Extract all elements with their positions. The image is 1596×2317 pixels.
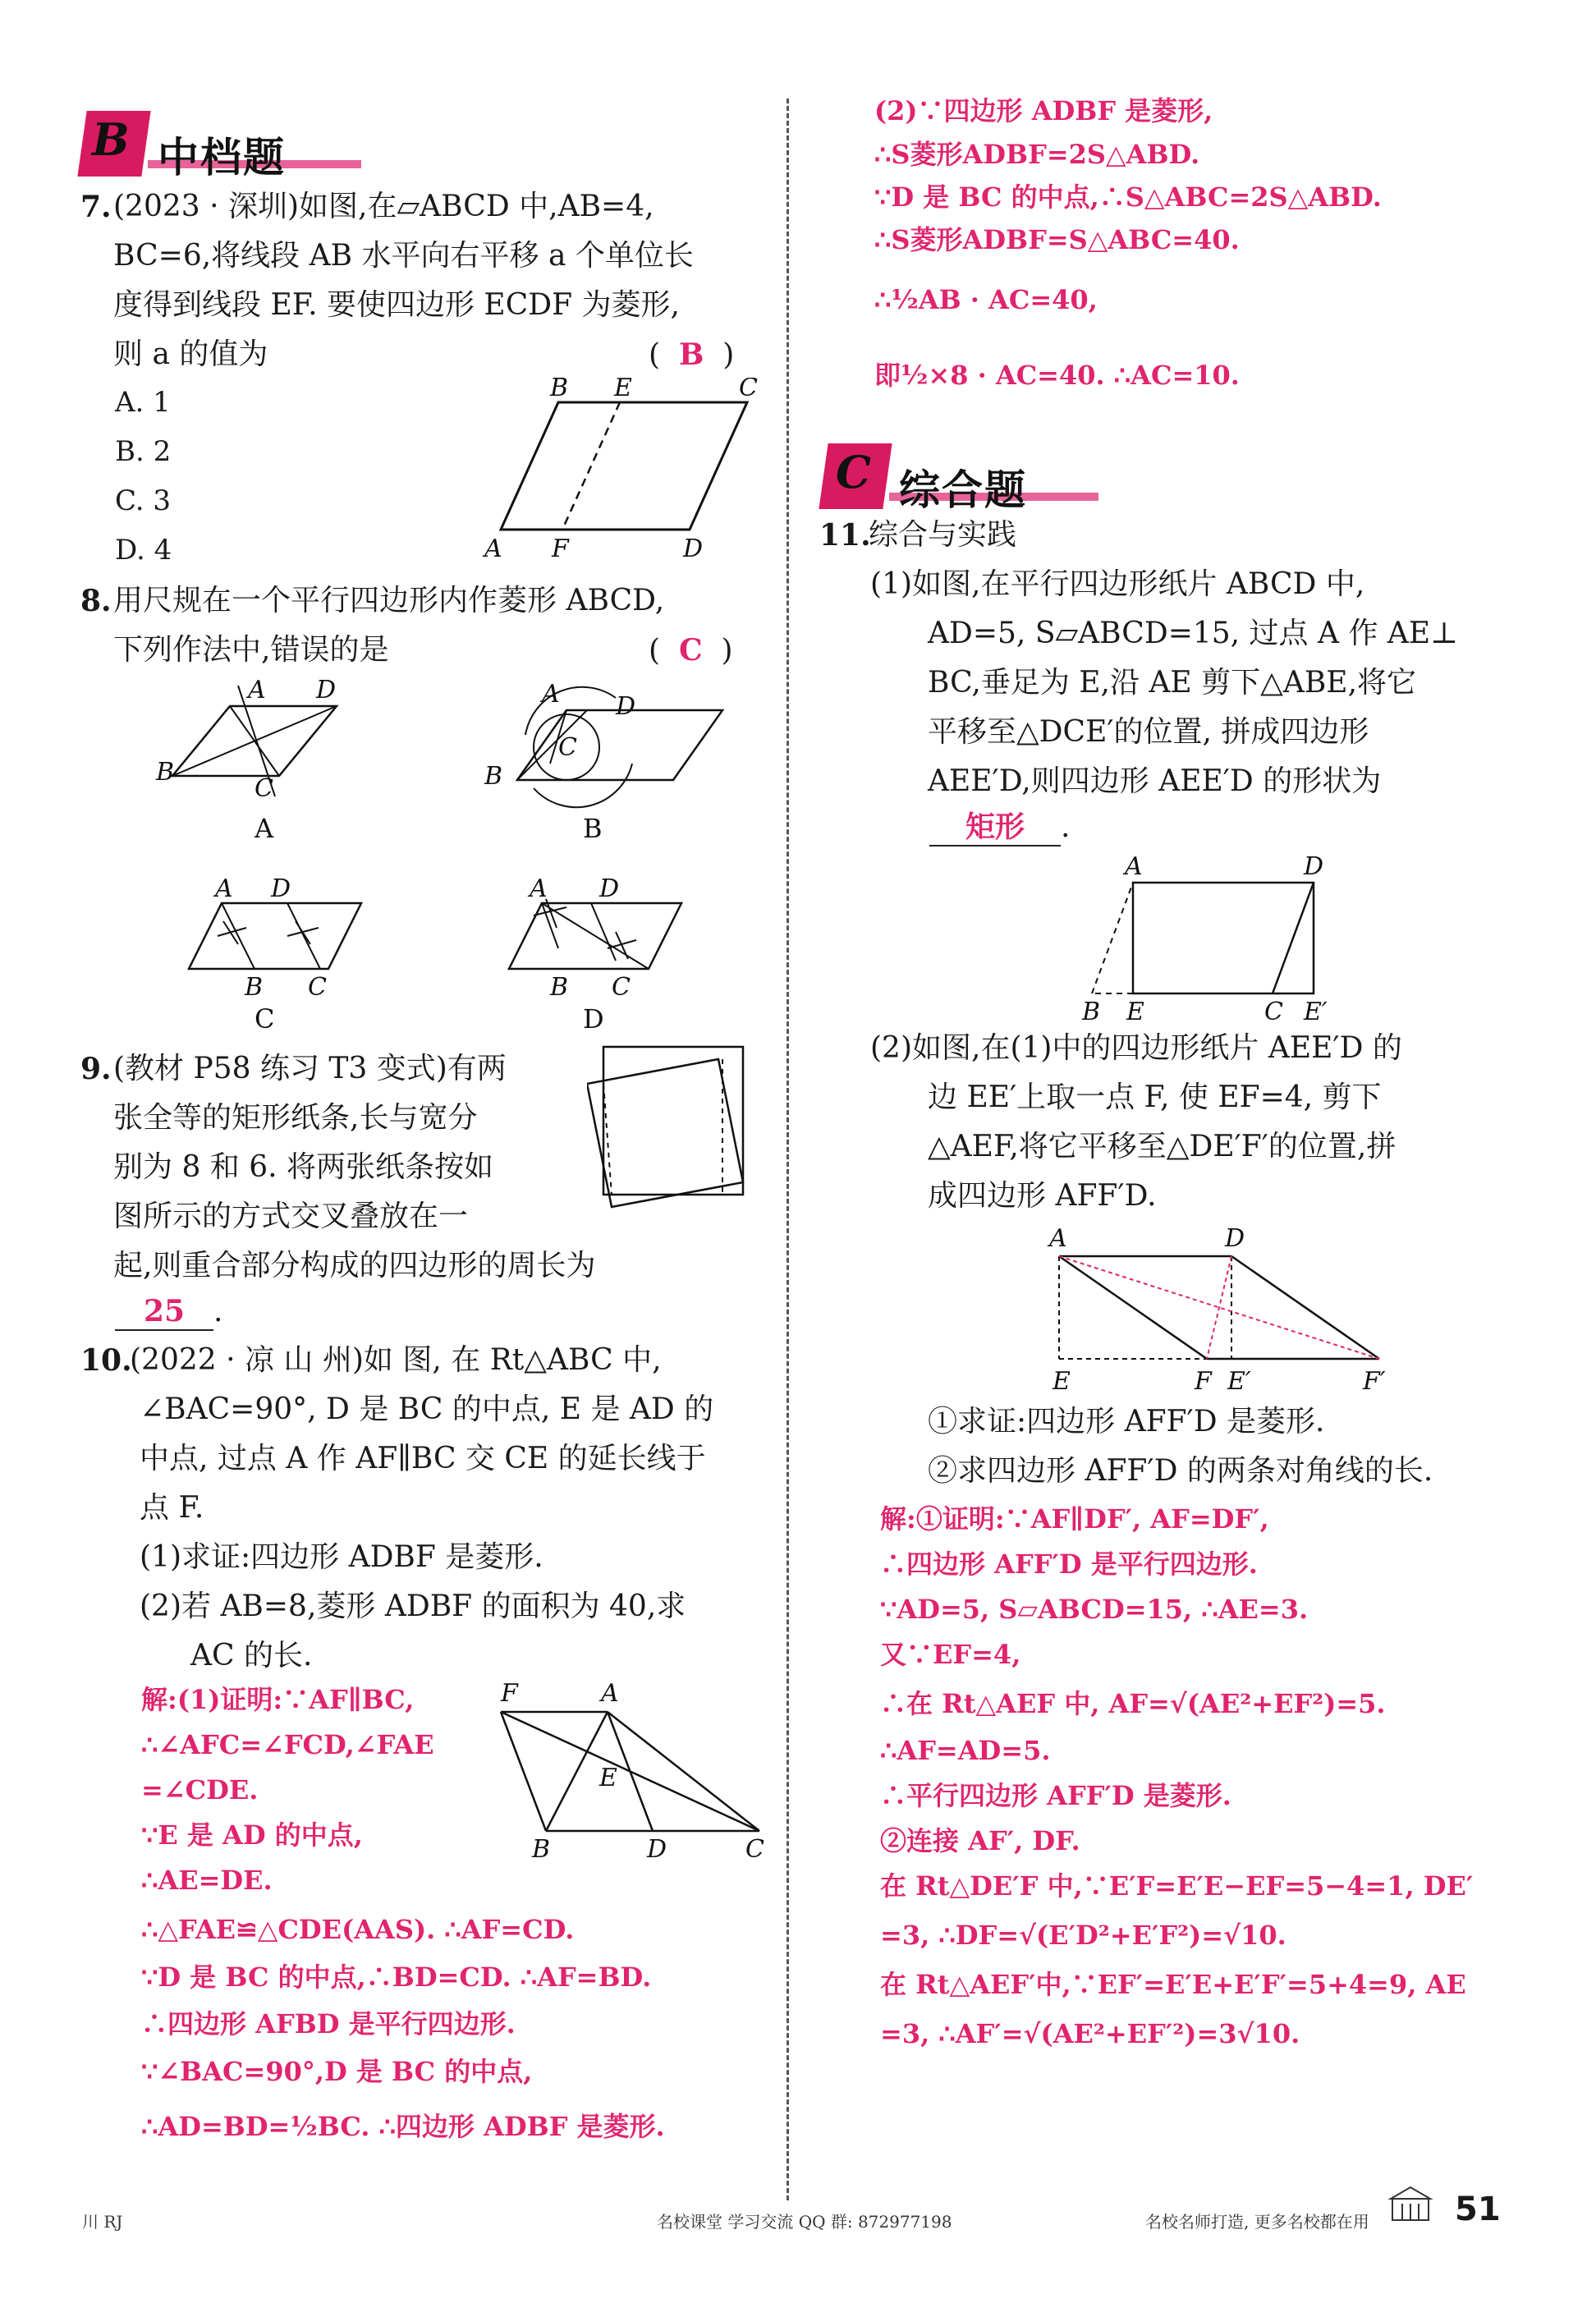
q11-answer-1: 矩形 xyxy=(929,809,1061,847)
q11f1-label-c: C xyxy=(1264,998,1283,1026)
q10-label-d: D xyxy=(647,1835,667,1864)
q7-line-1: (2023 · 深圳)如图,在▱ABCD 中,AB=4, xyxy=(113,190,654,223)
q8a-label-d: D xyxy=(316,676,337,704)
q10-number: 10. xyxy=(80,1343,132,1378)
q8c-label-d: D xyxy=(271,874,291,903)
q9-line-5: 起,则重合部分构成的四边形的周长为 xyxy=(113,1249,596,1282)
q8-caption-c: C xyxy=(255,1003,275,1035)
q11-answer-blank: 矩形 . xyxy=(929,809,1070,847)
q11f2-label-f: F xyxy=(1195,1367,1212,1396)
q11-sol-4: 又∵EF=4, xyxy=(880,1639,1021,1670)
q10-sol2-4: ∴S菱形ADBF=S△ABC=40. xyxy=(874,224,1240,255)
q8d-label-a: A xyxy=(530,874,548,903)
q11-p2-line-1: (2)如图,在(1)中的四边形纸片 AEE′D 的 xyxy=(870,1031,1402,1065)
q7-option-d: D. 4 xyxy=(115,534,172,567)
q11-sol-10: =3, ∴DF=√(E′D²+E′F²)=√10. xyxy=(880,1920,1286,1951)
q10-label-e: E xyxy=(599,1764,617,1792)
q10-sub-2-line-2: AC 的长. xyxy=(190,1639,313,1672)
q8d-label-c: C xyxy=(612,973,631,1002)
q8-caption-a: A xyxy=(255,813,274,844)
q8-caption-d: D xyxy=(583,1003,604,1035)
q9-answer-blank: 25 . xyxy=(115,1293,222,1331)
q10-sol-1: 解:(1)证明:∵AF∥BC, xyxy=(141,1684,415,1715)
q8-figure-a xyxy=(148,673,361,846)
q10-sol-8: ∴四边形 AFBD 是平行四边形. xyxy=(141,2008,516,2039)
q7-label-f: F xyxy=(552,535,569,563)
q7-answer: B xyxy=(678,337,704,372)
q7-option-b: B. 2 xyxy=(115,435,172,468)
q11-p2-line-3: △AEF,将它平移至△DE′F′的位置,拼 xyxy=(928,1130,1396,1163)
q8a-label-b: B xyxy=(156,758,175,787)
q11-p1-line-5: AEE′D,则四边形 AEE′D 的形状为 xyxy=(928,764,1382,798)
q10-sol-7: ∵D 是 BC 的中点,∴BD=CD. ∴AF=BD. xyxy=(141,1961,652,1993)
q7-option-a: A. 1 xyxy=(115,386,171,419)
q9-line-1: (教材 P58 练习 T3 变式)有两 xyxy=(113,1052,507,1085)
section-c-letter: C xyxy=(836,446,871,498)
q11-sol-7: ∴平行四边形 AFF′D 是菱形. xyxy=(880,1780,1231,1811)
q11f1-label-e: E xyxy=(1126,998,1144,1026)
q9-line-2: 张全等的矩形纸条,长与宽分 xyxy=(113,1101,478,1135)
q11-sol-11: 在 Rt△AEF′中,∵EF′=E′E+E′F′=5+4=9, AE xyxy=(880,1969,1466,2000)
column-divider xyxy=(787,99,789,2200)
q10-label-f: F xyxy=(501,1679,518,1708)
q8-caption-b: B xyxy=(583,813,603,844)
q10-sol-4: ∵E 是 AD 的中点, xyxy=(141,1819,363,1851)
q10-sol2-6: 即½×8 · AC=40. ∴AC=10. xyxy=(874,360,1240,391)
q8-line-2: 下列作法中,错误的是 xyxy=(113,633,389,667)
q7-label-a: A xyxy=(484,535,502,563)
q9-number: 9. xyxy=(80,1052,112,1086)
q8-figure-c xyxy=(172,870,386,1035)
q8b-label-c: C xyxy=(558,733,577,762)
q11-p1-line-2: AD=5, S▱ABCD=15, 过点 A 作 AE⊥ xyxy=(928,617,1459,650)
q11-sol-8: ②连接 AF′, DF. xyxy=(880,1825,1080,1856)
q7-number: 7. xyxy=(80,190,112,224)
q11f2-label-e: E xyxy=(1053,1367,1071,1396)
q8-figure-d xyxy=(493,870,706,1035)
q11-sol-3: ∵AD=5, S▱ABCD=15, ∴AE=3. xyxy=(880,1594,1309,1625)
q11f2-label-d: D xyxy=(1225,1224,1245,1253)
q8-answer-bracket: ( C ) xyxy=(649,633,733,668)
q10-label-c: C xyxy=(745,1835,764,1864)
q8-answer: C xyxy=(678,633,703,668)
q10-sol-5: ∴AE=DE. xyxy=(141,1865,273,1896)
q10-line-4: 点 F. xyxy=(140,1491,204,1525)
q11f1-label-b: B xyxy=(1082,998,1101,1026)
q7-label-b: B xyxy=(550,378,569,402)
q10-sol2-1: (2)∵四边形 ADBF 是菱形, xyxy=(874,95,1213,126)
q7-line-2: BC=6,将线段 AB 水平向右平移 a 个单位长 xyxy=(113,239,694,273)
q11-task-2: ②求四边形 AFF′D 的两条对角线的长. xyxy=(928,1454,1433,1488)
q11f1-label-a: A xyxy=(1125,854,1143,881)
publisher-logo-icon xyxy=(1387,2184,1433,2230)
q7-label-d: D xyxy=(683,535,704,563)
q11-figure-2 xyxy=(1034,1223,1396,1404)
q10-label-b: B xyxy=(532,1835,551,1864)
q8b-label-d: D xyxy=(616,692,636,721)
q11f2-label-e2: E′ xyxy=(1227,1367,1251,1396)
q11-title: 综合与实践 xyxy=(869,518,1017,552)
q8b-label-b: B xyxy=(484,762,503,791)
q10-label-a: A xyxy=(601,1679,619,1708)
q8a-label-a: A xyxy=(248,676,266,704)
section-c-title: 综合题 xyxy=(899,466,1027,514)
q8d-label-d: D xyxy=(599,874,620,903)
q10-line-3: 中点, 过点 A 作 AF∥BC 交 CE 的延长线于 xyxy=(140,1442,706,1475)
q11-task-1: ①求证:四边形 AFF′D 是菱形. xyxy=(928,1405,1325,1438)
q10-sol-3: =∠CDE. xyxy=(141,1774,259,1805)
q8-number: 8. xyxy=(80,584,112,618)
q10-sol-9: ∵∠BAC=90°,D 是 BC 的中点, xyxy=(141,2056,533,2087)
q11-sol-6: ∴AF=AD=5. xyxy=(880,1735,1051,1766)
q8c-label-c: C xyxy=(308,973,327,1002)
q9-line-3: 别为 8 和 6. 将两张纸条按如 xyxy=(113,1150,494,1184)
q11-number: 11. xyxy=(819,518,871,553)
q11-p1-line-1: (1)如图,在平行四边形纸片 ABCD 中, xyxy=(870,567,1365,601)
q7-line-4: 则 a 的值为 xyxy=(113,337,268,371)
q7-figure xyxy=(476,378,772,567)
q10-line-2: ∠BAC=90°, D 是 BC 的中点, E 是 AD 的 xyxy=(140,1392,714,1426)
q10-sub-2-line-1: (2)若 AB=8,菱形 ADBF 的面积为 40,求 xyxy=(140,1590,686,1623)
q10-sol-6: ∴△FAE≌△CDE(AAS). ∴AF=CD. xyxy=(141,1914,575,1945)
q10-figure xyxy=(484,1675,772,1864)
q8-figure-b xyxy=(476,673,739,846)
q11-sol-12: =3, ∴AF′=√(AE²+EF′²)=3√10. xyxy=(880,2018,1300,2049)
q11-sol-5: ∴在 Rt△AEF 中, AF=√(AE²+EF²)=5. xyxy=(880,1688,1386,1719)
q10-sol-2: ∴∠AFC=∠FCD,∠FAE xyxy=(141,1729,434,1760)
footer-slogan: 名校名师打造, 更多名校都在用 xyxy=(1145,2212,1369,2232)
q11f1-label-d: D xyxy=(1304,854,1324,881)
q11-sol-2: ∴四边形 AFF′D 是平行四边形. xyxy=(880,1548,1258,1580)
q11-p1-line-3: BC,垂足为 E,沿 AE 剪下△ABE,将它 xyxy=(928,666,1417,700)
q11-sol-9: 在 Rt△DE′F 中,∵E′F=E′E−EF=5−4=1, DE′ xyxy=(880,1870,1474,1902)
q8c-label-b: B xyxy=(245,973,264,1002)
q10-sol-10: ∴AD=BD=½BC. ∴四边形 ADBF 是菱形. xyxy=(141,2111,665,2142)
footer-edition: 川 RJ xyxy=(82,2212,123,2232)
q11f1-label-e2: E′ xyxy=(1304,998,1328,1026)
q7-label-e: E xyxy=(614,378,632,402)
q11f2-label-f2: F′ xyxy=(1363,1367,1386,1396)
q8-line-1: 用尺规在一个平行四边形内作菱形 ABCD, xyxy=(113,584,665,617)
section-b-letter: B xyxy=(92,113,130,166)
q7-label-c: C xyxy=(739,378,758,402)
q8c-label-a: A xyxy=(215,874,233,903)
q11-p2-line-4: 成四边形 AFF′D. xyxy=(928,1179,1157,1213)
footer-qq-group: 名校课堂 学习交流 QQ 群: 872977198 xyxy=(657,2212,952,2232)
q11-p1-line-4: 平移至△DCE′的位置, 拼成四边形 xyxy=(928,715,1369,749)
page-number: 51 xyxy=(1455,2191,1501,2228)
q9-figure xyxy=(587,1035,751,1223)
q10-line-1: (2022 · 凉 山 州)如 图, 在 Rt△ABC 中, xyxy=(130,1343,662,1377)
q11-sol-1: 解:①证明:∵AF∥DF′, AF=DF′, xyxy=(880,1503,1269,1535)
q10-sol2-3: ∵D 是 BC 的中点,∴S△ABC=2S△ABD. xyxy=(874,181,1382,213)
q11f2-label-a: A xyxy=(1049,1224,1067,1253)
q8b-label-a: A xyxy=(542,680,560,709)
q7-answer-bracket: ( B ) xyxy=(649,337,735,372)
q7-option-c: C. 3 xyxy=(115,484,172,517)
q9-line-4: 图所示的方式交叉叠放在一 xyxy=(113,1200,469,1233)
q8d-label-b: B xyxy=(550,973,569,1002)
section-b-title: 中档题 xyxy=(158,133,286,181)
q11-figure-1 xyxy=(1043,854,1330,1026)
q11-p2-line-2: 边 EE′上取一点 F, 使 EF=4, 剪下 xyxy=(928,1081,1382,1114)
q10-sol2-2: ∴S菱形ADBF=2S△ABD. xyxy=(874,139,1200,170)
q8a-label-c: C xyxy=(255,774,273,803)
q7-line-3: 度得到线段 EF. 要使四边形 ECDF 为菱形, xyxy=(113,288,680,322)
q10-sol2-5: ∴½AB · AC=40, xyxy=(874,284,1098,315)
q10-sub-1: (1)求证:四边形 ADBF 是菱形. xyxy=(140,1540,543,1574)
q9-answer: 25 xyxy=(115,1293,213,1331)
